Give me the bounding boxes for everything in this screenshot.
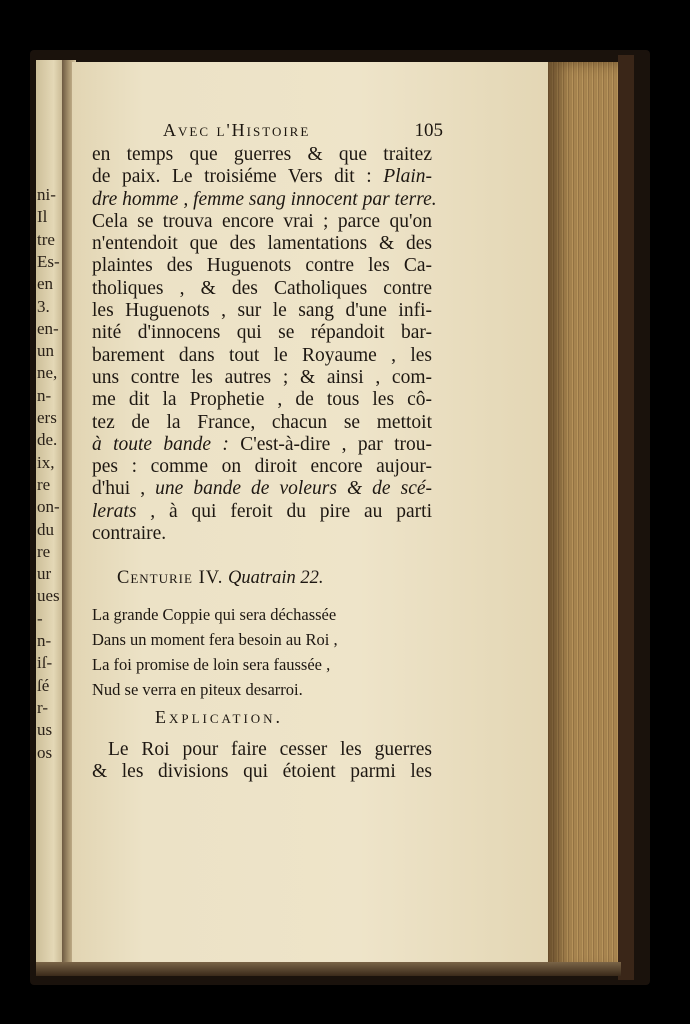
plain-text: en temps que guerres & que traitez (92, 144, 432, 165)
plain-text: les Huguenots , sur le sang d'une infi- (92, 300, 432, 322)
plain-text: n'entendoit que des lamentations & des (92, 233, 432, 255)
left-page-text-fragment: us (37, 720, 53, 740)
centurie-heading (117, 568, 407, 589)
text-line (92, 478, 432, 500)
text-line (92, 501, 432, 523)
text-line (92, 144, 432, 166)
plain-text: de paix. Le troisiéme Vers dit : (92, 166, 372, 188)
quatrain-number: Quatrain 22. (227, 568, 324, 588)
left-page-text-fragment: n- (37, 631, 52, 650)
text-line (92, 166, 432, 188)
body-paragraph (92, 144, 437, 545)
left-page-text-fragment: os (37, 742, 53, 762)
plain-text: d'hui , (92, 478, 146, 500)
left-page-text-fragment: ix, (37, 452, 55, 472)
running-head: Avec l'Histoire (163, 120, 311, 140)
text-line (92, 434, 432, 456)
text-line (92, 412, 432, 434)
left-page-text-fragment: ues (37, 586, 60, 606)
left-page-text-fragment: en (37, 274, 54, 294)
page-header (163, 120, 443, 144)
text-line (92, 233, 432, 255)
explication-paragraph (92, 739, 432, 784)
left-page-text-fragment: du (37, 519, 54, 539)
italic-phrase: dre homme , femme sang innocent par terre. (92, 188, 437, 210)
left-page-text-fragment: re (37, 541, 51, 561)
left-page-text-fragment: tre (37, 229, 55, 249)
plain-text: pes : comme on diroit encore aujour- (92, 456, 432, 478)
left-page-text-fragment: ni- (37, 185, 56, 204)
text-line (92, 300, 432, 322)
left-page-text-fragment: ne, (37, 363, 58, 383)
italic-phrase: Plain- (371, 166, 432, 188)
left-page-text-fragment: de. (37, 430, 58, 450)
quatrain-verse (92, 602, 422, 702)
book-cover (618, 55, 634, 980)
quatrain-line: Nud se verra en piteux desarroi. (92, 680, 303, 699)
left-page-text-fragment: ſé (37, 675, 50, 695)
plain-text: Cela se trouva encore vrai ; parce qu'on (92, 210, 432, 232)
plain-text: me dit la Prophetie , de tous les cô- (92, 389, 432, 411)
left-page-text-fragment: re (37, 474, 51, 494)
plain-text: barement dans tout le Royaume , les (92, 344, 432, 366)
left-page-text-fragment: n- (37, 385, 52, 405)
plain-text: tez de la France, chacun se mettoit (92, 411, 432, 433)
left-page-text-fragment: iſ- (37, 653, 53, 673)
text-line: & les divisions qui étoient parmi les (92, 761, 432, 783)
plain-text: plaintes des Huguenots contre les Ca- (92, 255, 432, 277)
page-edges (548, 62, 620, 972)
quatrain-line: La foi promise de loin sera faussée , (92, 655, 331, 674)
italic-phrase: une bande de voleurs & de scé- (145, 478, 432, 500)
left-page-text-fragment: 3. (37, 296, 50, 316)
text-line (92, 523, 432, 545)
left-page-text-fragment: ers (37, 408, 57, 427)
quatrain-line: Dans un moment fera besoin au Roi , (92, 630, 338, 649)
text-line (92, 211, 432, 233)
plain-text: à qui feroit du pire au parti (155, 500, 432, 522)
plain-text: nité d'innocens qui se répandoit bar- (92, 322, 432, 344)
plain-text: uns contre les autres ; & ainsi , com- (92, 366, 432, 388)
bottom-edge (36, 962, 621, 976)
text-line: Le Roi pour faire cesser les guerres (108, 739, 432, 760)
plain-text: tholiques , & des Catholiques contre (92, 277, 432, 299)
text-line (92, 389, 432, 411)
left-page-text-fragment: Es- (37, 251, 60, 271)
centurie-label: Centurie IV. (117, 568, 224, 588)
left-page-text-fragment: on- (37, 497, 60, 517)
plain-text: C'est-à-dire , par trou- (228, 433, 432, 455)
page-number: 105 (414, 120, 443, 141)
left-page-text-fragment: Il (37, 207, 48, 227)
left-page-text-fragment: un (37, 341, 54, 361)
left-page-text-fragment: en- (37, 318, 59, 338)
text-line (92, 188, 437, 211)
explication-heading: Explication. (155, 707, 284, 727)
italic-phrase: à toute bande : (92, 433, 229, 455)
left-page-text-fragment: ur (37, 564, 52, 584)
italic-phrase: lerats , (92, 500, 156, 522)
text-line (92, 255, 432, 277)
quatrain-line: La grande Coppie qui sera déchassée (92, 605, 337, 624)
left-page-text-fragment: r- (37, 697, 48, 717)
text-line (92, 322, 432, 344)
text-line (92, 278, 432, 300)
text-line (92, 456, 432, 478)
plain-text: contraire. (92, 523, 167, 545)
text-line (92, 367, 432, 389)
left-page-text-fragment: - (37, 608, 43, 628)
text-line (92, 345, 432, 367)
